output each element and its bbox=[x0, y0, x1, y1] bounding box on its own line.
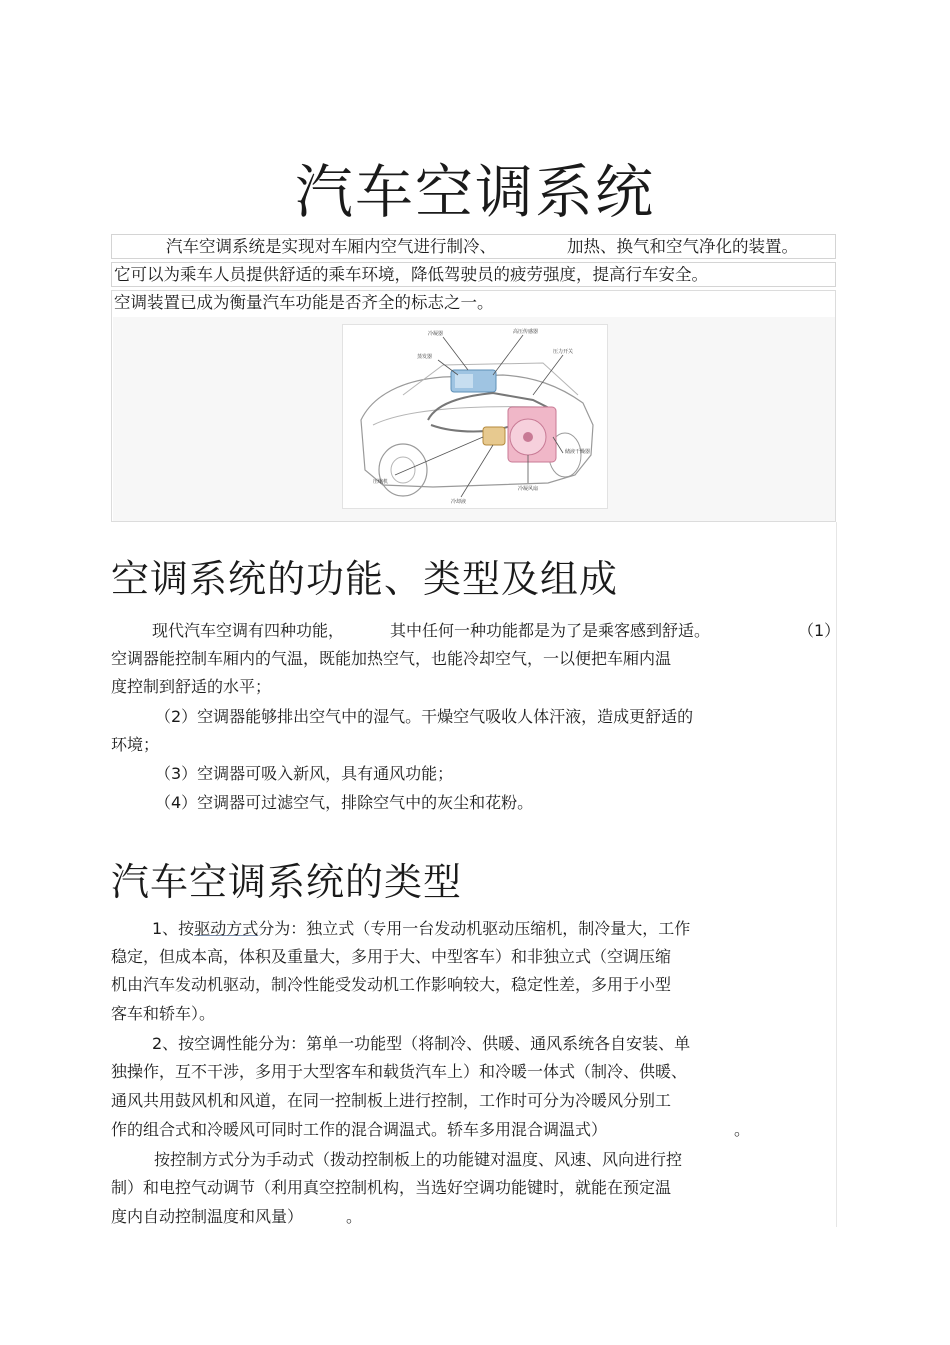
paragraph-text: 1、按 bbox=[152, 919, 195, 938]
paragraph-line: 空调器能控制车厢内的气温，既能加热空气，也能冷却空气，一以便把车厢内温 bbox=[111, 649, 672, 668]
intro-text: 它可以为乘车人员提供舒适的乘车环境，降低驾驶员的疲劳强度，提高行车安全。 bbox=[114, 265, 708, 284]
paragraph-line: 。 bbox=[346, 1207, 363, 1226]
paragraph-line: 度控制到舒适的水平； bbox=[111, 677, 272, 696]
paragraph-line: 。 bbox=[734, 1120, 751, 1139]
paragraph-line: （4）空调器可过滤空气，排除空气中的灰尘和花粉。 bbox=[155, 793, 534, 812]
diagram-label: 高压传感器 bbox=[513, 329, 539, 335]
diagram-label: 蒸发器 bbox=[417, 354, 433, 360]
paragraph-line: 作的组合式和冷暖风可同时工作的混合调温式。轿车多用混合调温式） bbox=[111, 1120, 608, 1139]
paragraph-line: 客车和轿车）。 bbox=[111, 1004, 216, 1023]
paragraph-line bbox=[152, 915, 690, 943]
paragraph-line: 通风共用鼓风机和风道，在同一控制板上进行控制，工作时可分为冷暖风分别工 bbox=[111, 1091, 672, 1110]
paragraph-line: （2）空调器能够排出空气中的湿气。干燥空气吸收人体汗液，造成更舒适的 bbox=[155, 707, 694, 726]
paragraph-line: 机由汽车发动机驱动，制冷性能受发动机工作影响较大，稳定性差，多用于小型 bbox=[111, 975, 672, 994]
car-ac-diagram-illustration bbox=[343, 325, 607, 508]
paragraph-line: 独操作，互不干涉，多用于大型客车和载货汽车上）和冷暖一体式（制冷、供暖、 bbox=[111, 1062, 688, 1081]
intro-text: 空调装置已成为衡量汽车功能是否齐全的标志之一。 bbox=[114, 293, 494, 312]
paragraph-line: 环境； bbox=[111, 735, 160, 754]
diagram-label: 冷凝器 bbox=[428, 331, 444, 337]
intro-text: 汽车空调系统是实现对车厢内空气进行制冷、 bbox=[166, 237, 496, 256]
section-heading-types: 汽车空调系统的类型 bbox=[111, 860, 463, 904]
intro-line-1 bbox=[111, 234, 836, 259]
diagram-label: 冷却液 bbox=[451, 499, 467, 505]
diagram-label: 压缩机 bbox=[373, 479, 389, 485]
paragraph-line: 度内自动控制温度和风量） bbox=[111, 1207, 304, 1226]
paragraph-line: （3）空调器可吸入新风，具有通风功能； bbox=[155, 764, 454, 783]
car-ac-diagram bbox=[342, 324, 608, 509]
paragraph-text: 分为：独立式（专用一台发动机驱动压缩机，制冷量大，工作 bbox=[258, 919, 691, 938]
paragraph-line: 制）和电控气动调节（利用真空控制机构，当选好空调功能键时，就能在预定温 bbox=[111, 1178, 672, 1197]
paragraph-line: （1） bbox=[798, 621, 841, 640]
section-heading-functions: 空调系统的功能、类型及组成 bbox=[111, 557, 619, 601]
paragraph-line: 稳定，但成本高，体积及重量大，多用于大、中型客车）和非独立式（空调压缩 bbox=[111, 947, 672, 966]
intro-line-2 bbox=[111, 262, 836, 287]
document-title: 汽车空调系统 bbox=[294, 158, 655, 226]
paragraph-line: 按控制方式分为手动式（拨动控制板上的功能键对温度、风速、风向进行控 bbox=[154, 1150, 683, 1169]
paragraph-line: 现代汽车空调有四种功能， bbox=[152, 621, 345, 640]
intro-text: 加热、换气和空气净化的装置。 bbox=[567, 237, 798, 256]
diagram-label: 储液干燥器 bbox=[565, 449, 591, 455]
paragraph-line: 其中任何一种功能都是为了是乘客感到舒适。 bbox=[390, 621, 711, 640]
paragraph-line: 2、按空调性能分为：第单一功能型（将制冷、供暖、通风系统各自安装、单 bbox=[152, 1034, 691, 1053]
intro-line-3-with-figure bbox=[111, 290, 836, 522]
diagram-label: 压力开关 bbox=[553, 349, 574, 355]
diagram-label: 冷凝风扇 bbox=[518, 486, 539, 492]
drive-mode-link[interactable]: 驱动方式 bbox=[194, 919, 259, 938]
